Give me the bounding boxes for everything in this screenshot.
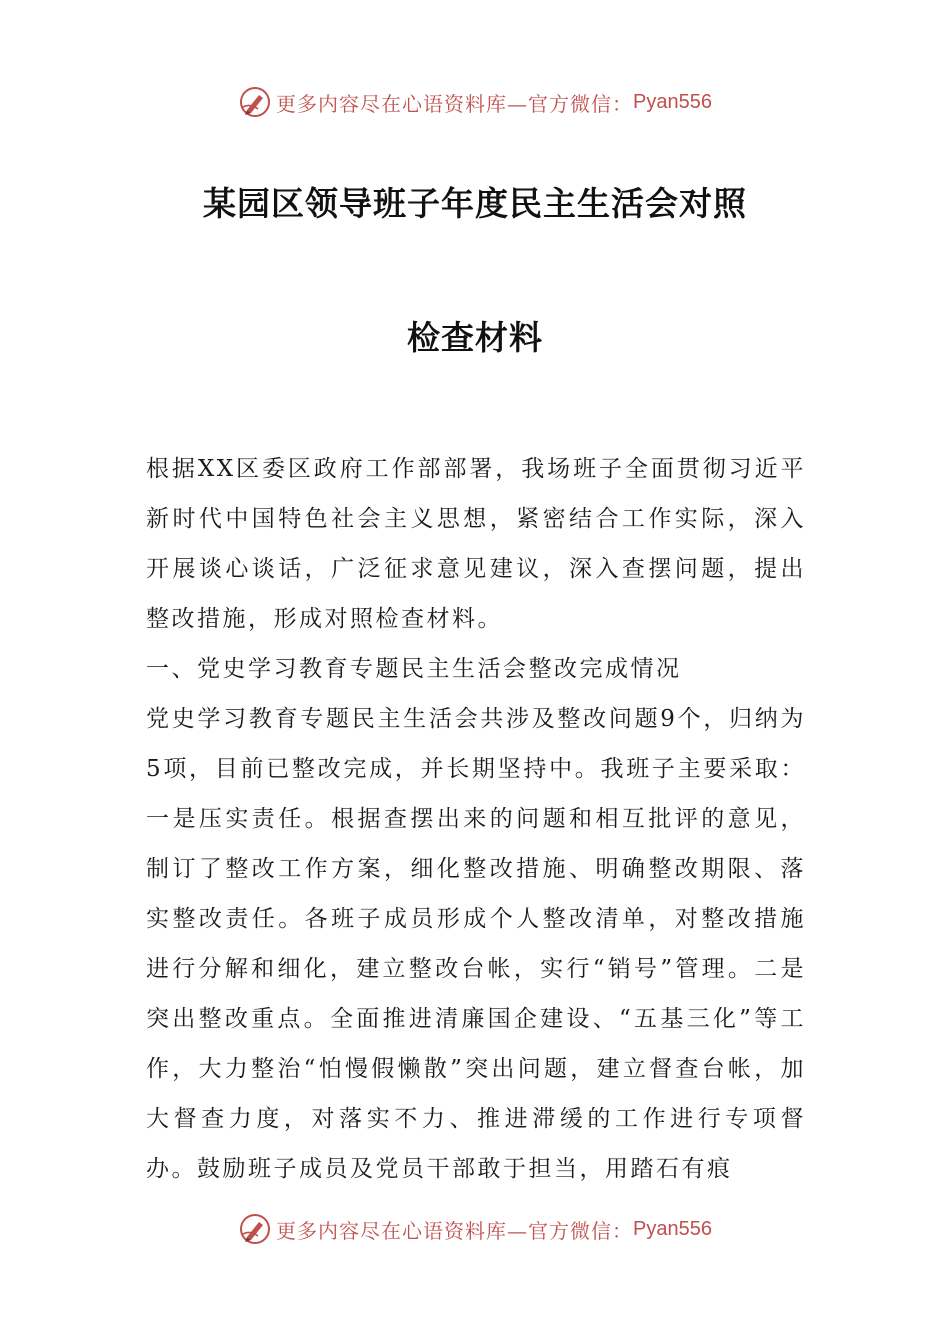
document-title-line-2: 检查材料 — [407, 318, 543, 357]
section-heading: 一、党史学习教育专题民主生活会整改完成情况 — [146, 656, 682, 682]
pen-logo-icon — [238, 85, 272, 119]
footer-watermark — [0, 1209, 950, 1249]
paragraph-section-1: 党史学习教育专题民主生活会共涉及整改问题9个，归纳为5项，目前已整改完成，并长期坚持中。我班子主要采取：一是压实责任。根据查摆出来的问题和相互批评的意见，制订了整改工作方案，细化整改措施、明确整改期限、落实整改责任。各班子成员形成个人整改清单，对整改措施进行分解和细化，建立整改台帐，实行“销号”管理。二是突出整改重点。全面推进清廉国企建设、“五基三化”等工作，大力整治“怕慢假懒散”突出问题，建立督查台帐，加大督查力度，对落实不力、推进滞缓的工作进行专项督办。鼓励班子成员及党员干部敢于担当，用踏石有痕 — [146, 706, 806, 1182]
header-watermark — [0, 82, 950, 122]
document-body — [146, 444, 806, 1194]
paragraph-intro: 根据XX区委区政府工作部部署，我场班子全面贯彻习近平新时代中国特色社会主义思想，紧密结合工作实际，深入开展谈心谈话，广泛征求意见建议，深入查摆问题，提出整改措施，形成对照检查材料。 — [146, 456, 806, 632]
watermark-text: 更多内容尽在心语资料库—官方微信： — [276, 1218, 634, 1243]
document-title-line-1: 某园区领导班子年度民主生活会对照 — [203, 184, 747, 223]
watermark-handle: Pyan556 — [633, 1217, 712, 1240]
watermark-handle: Pyan556 — [633, 90, 712, 113]
pen-logo-icon — [238, 1212, 272, 1246]
watermark-text: 更多内容尽在心语资料库—官方微信： — [276, 91, 634, 116]
